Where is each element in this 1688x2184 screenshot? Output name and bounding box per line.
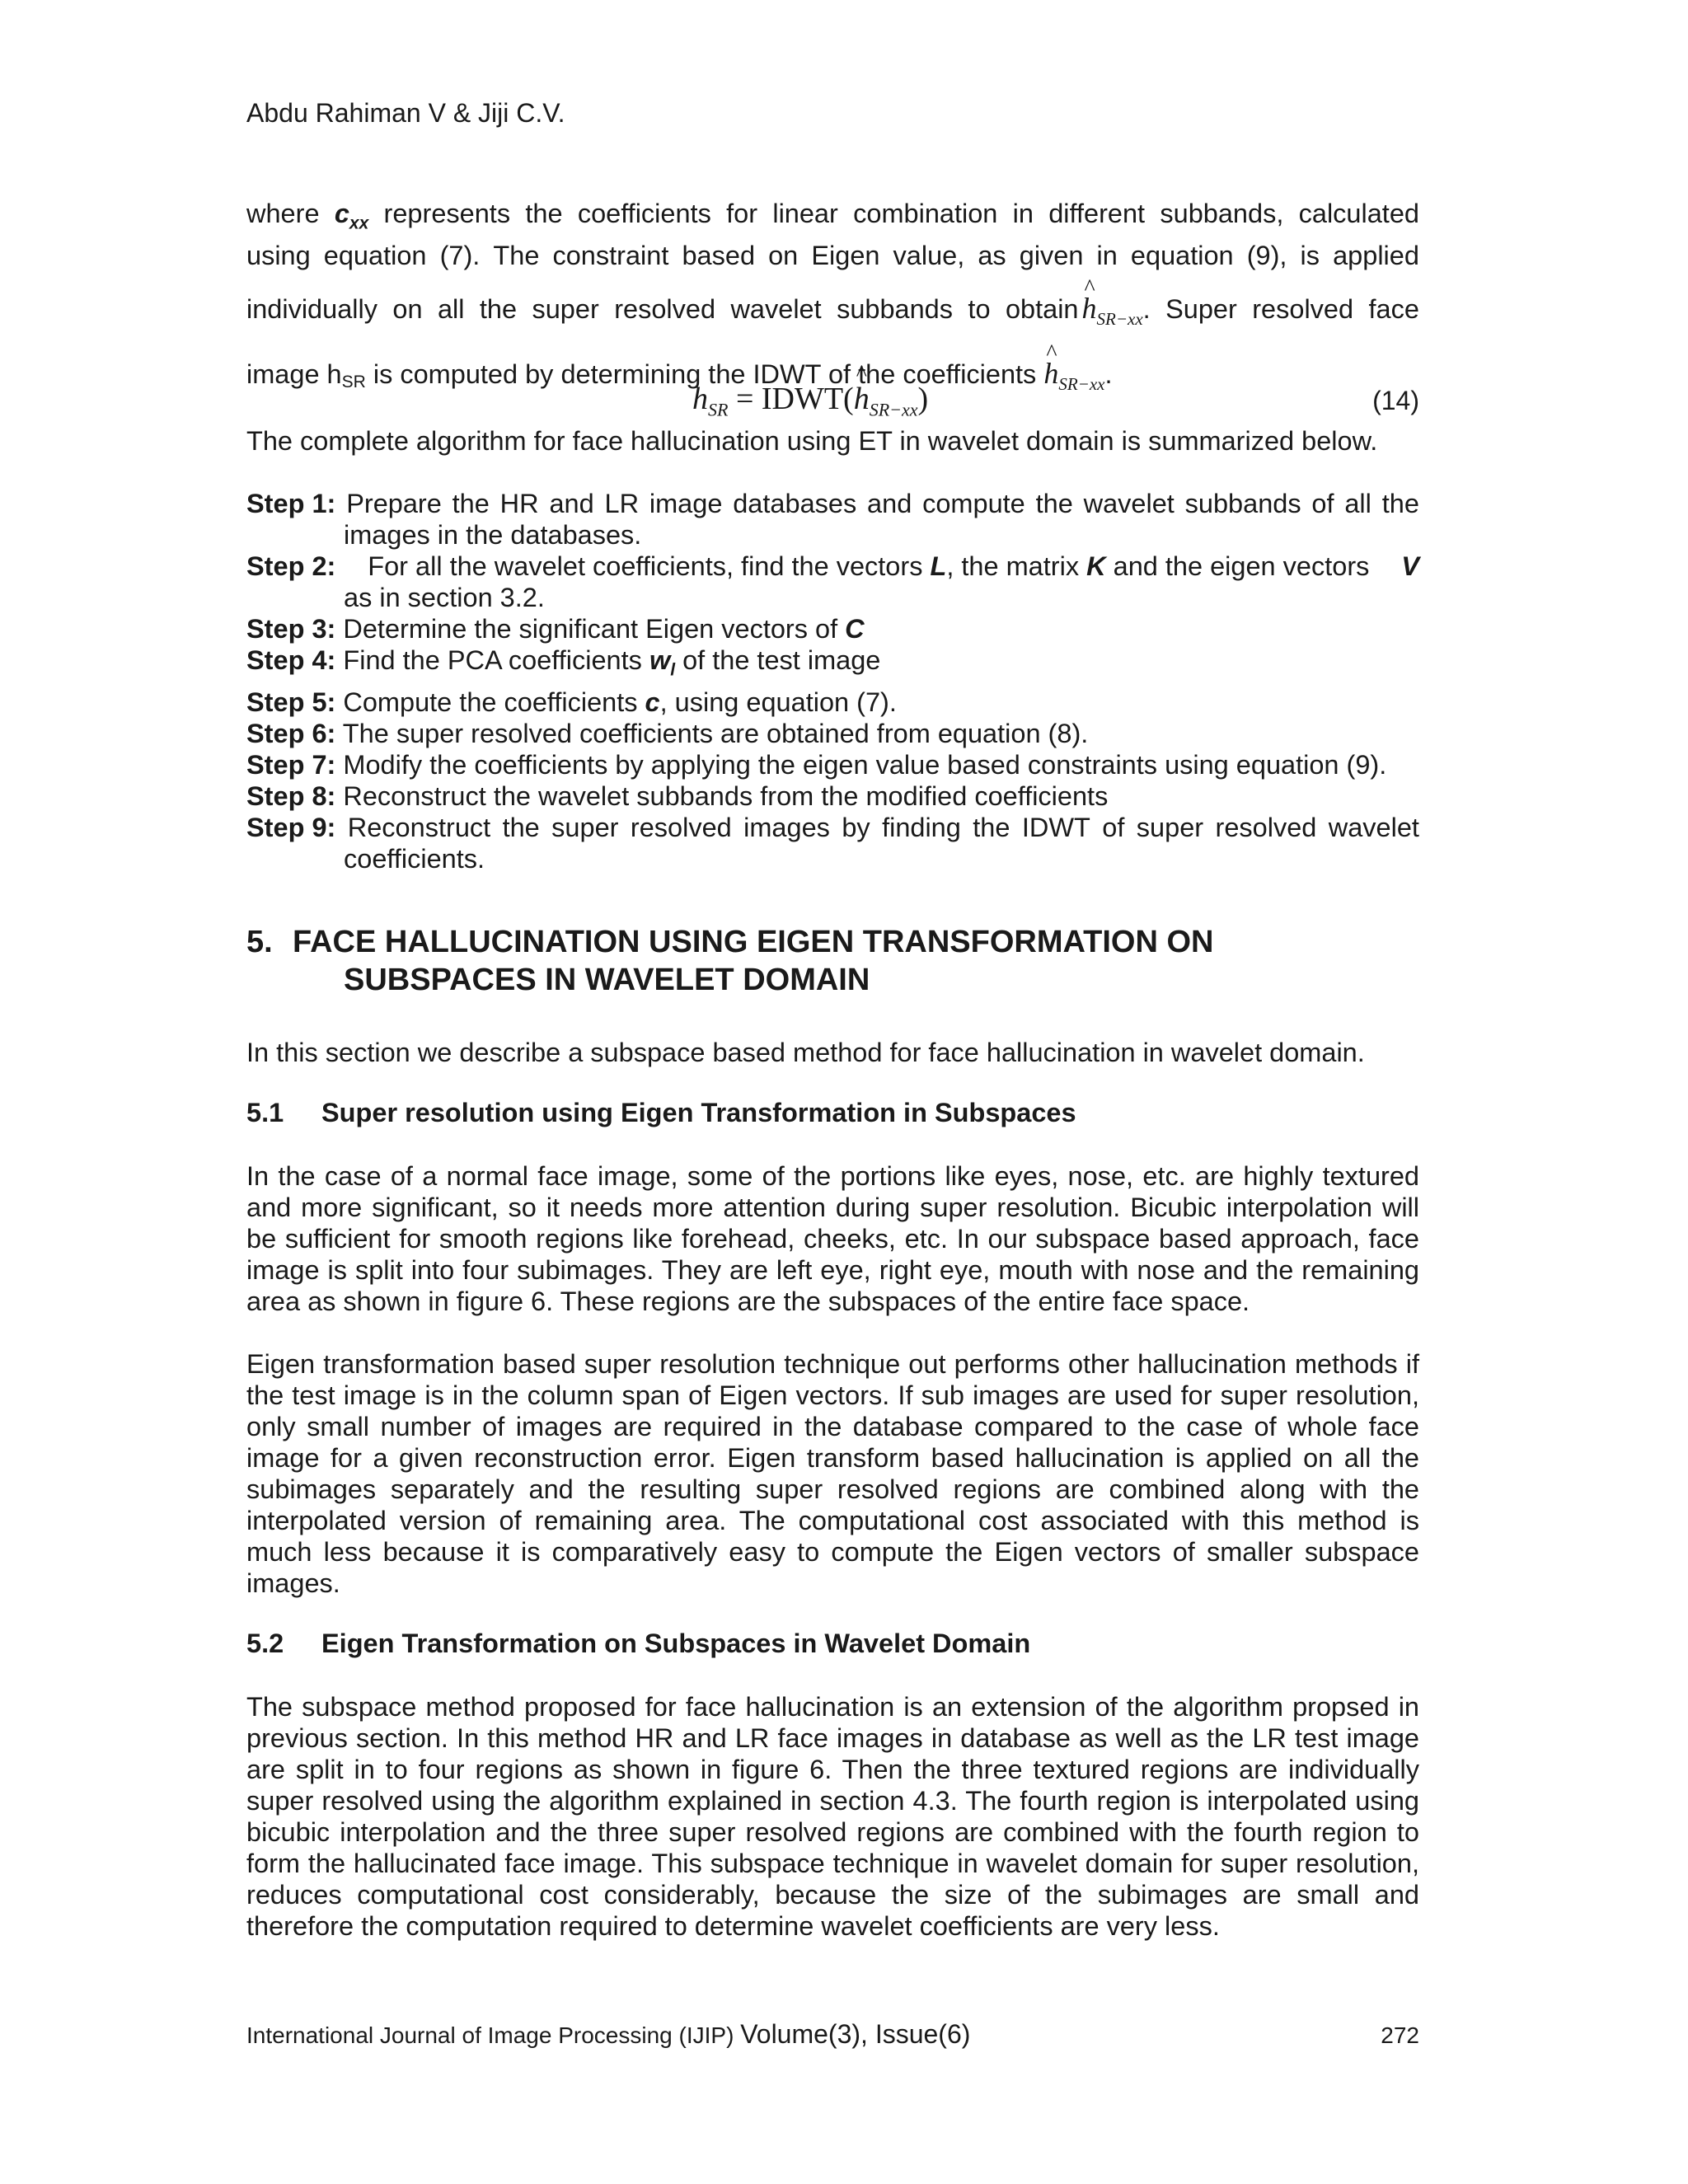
intro-line-2 xyxy=(246,240,1419,271)
step-5: Step 5: Compute the coefficients c, using equation (7). xyxy=(246,687,897,717)
section-5-2-heading: 5.2 Eigen Transformation on Subspaces in Wavelet Domain xyxy=(246,1629,1031,1658)
word: (9), xyxy=(1246,240,1287,270)
word: on xyxy=(768,240,799,270)
word: different xyxy=(1048,199,1146,228)
word: equation xyxy=(323,240,427,270)
section-5-2-paragraph: The subspace method proposed for face hallucination is an extension of the algorithm propsed in previous section. In this method HR and LR face images in database as well as the LR test image are split in to four regions as shown in figure 6. Then the three textured regions are individually super resolved using the algorithm explained in section 4.3. The fourth region is interpolated using bicubic interpolation and the three super resolved regions are combined with the fourth region to form the hallucinated face image. This subspace technique in wavelet domain for super resolution, reduces computational cost considerably, because the size of the subimages are small and therefore the computation required to determine wavelet coefficients are very less. xyxy=(246,1692,1419,1941)
section-5-intro: In this section we describe a subspace based method for face hallucination in wavelet domain. xyxy=(246,1038,1365,1067)
step-3: Step 3: Determine the significant Eigen vectors of C xyxy=(246,614,865,644)
word: The xyxy=(493,240,540,270)
intro-line-1 xyxy=(246,198,1419,240)
word: as xyxy=(978,240,1006,270)
word: for xyxy=(726,199,758,228)
word: constraint xyxy=(552,240,669,270)
step-4: Step 4: Find the PCA coefficients $w_l$ of the test image xyxy=(246,645,881,680)
footer-journal: International Journal of Image Processing (IJIP) Volume(3), Issue(6) xyxy=(246,2019,971,2049)
word: given xyxy=(1019,240,1084,270)
step-7: Step 7: Modify the coefficients by applying the eigen value based constraints using equation (9). xyxy=(246,749,1387,780)
word: is xyxy=(1300,240,1320,270)
word: super xyxy=(532,293,599,324)
word: based xyxy=(682,240,756,270)
section-5-1-paragraph-2: Eigen transformation based super resolution technique out performs other hallucination methods if the test image is in the column span of Eigen vectors. If sub images are used for super resolution, only small number of images are required in the database compared to the case of whole face image for a given reconstruction error. Eigen transform based hallucination is applied on all the subimages separately and the resulting super resolved regions are combined along with the interpolated version of remaining area. The computational cost associated with this method is much less because it is comparatively easy to compute the Eigen vectors of smaller subspace images. xyxy=(246,1349,1419,1598)
word: linear xyxy=(772,199,838,228)
summary-sentence: The complete algorithm for face hallucination using ET in wavelet domain is summarized below. xyxy=(246,426,1378,456)
intro-line-4: image hSR is computed by determining the IDWT of the coefficients ^ $h_{SR-xx}$. xyxy=(246,358,1419,400)
intro-line-3 xyxy=(246,293,1419,335)
word: to xyxy=(968,293,991,324)
word: value, xyxy=(893,240,965,270)
word: applied xyxy=(1333,240,1419,270)
word: calculated xyxy=(1298,199,1419,228)
section-5-1-paragraph-1: In the case of a normal face image, some of the portions like eyes, nose, etc. are highly textured and more significant, so it needs more attention during super resolution. Bicubic interpolation will be sufficient for smooth regions like forehead, cheeks, etc. In our subspace based approach, face image is split into four subimages. They are left eye, right eye, mouth with nose and the remaining area as shown in figure 6. These regions are the subspaces of the entire face space. xyxy=(246,1161,1419,1316)
section-5-heading: 5. FACE HALLUCINATION USING EIGEN TRANSFORMATION ON SUBSPACES IN WAVELET DOMAIN xyxy=(246,925,1214,997)
word: coefficients xyxy=(577,199,711,228)
word: wavelet xyxy=(730,293,822,324)
cxx-symbol: $c_{xx}$ xyxy=(334,199,369,233)
h-hat-symbol: ^ $h_{SR-xx}$ xyxy=(1043,357,1104,390)
word: Eigen xyxy=(811,240,880,270)
step-2: Step 2: For all the wavelet coefficients, find the vectors L, the matrix K and the eigen vectors V as in section 3.2. xyxy=(246,551,1419,612)
word: where xyxy=(246,199,320,228)
word: combination xyxy=(853,199,998,228)
word: represents xyxy=(383,199,511,228)
word: individually xyxy=(246,293,377,324)
step-1: Step 1: Prepare the HR and LR image databases and compute the wavelet subbands of all the images in the databases. xyxy=(246,489,1419,550)
equation-body: $h_{SR}$ = IDWT(^ $h_{SR-xx}$) xyxy=(692,381,928,421)
h-hat-symbol: ^ $h_{SR-xx}$ xyxy=(1082,292,1143,325)
word: all xyxy=(437,293,465,324)
running-header: Abdu Rahiman V & Jiji C.V. xyxy=(246,98,565,128)
word: subbands, xyxy=(1160,199,1284,228)
word: equation xyxy=(1130,240,1234,270)
equation-14 xyxy=(246,381,1419,419)
section-5-1-heading: 5.1 Super resolution using Eigen Transformation in Subspaces xyxy=(246,1098,1076,1127)
word: the xyxy=(525,199,563,228)
word: face xyxy=(1368,293,1419,324)
word: resolved xyxy=(614,293,716,324)
algorithm-steps xyxy=(246,488,1419,874)
page-footer xyxy=(246,2018,1419,2052)
step-6: Step 6: The super resolved coefficients are obtained from equation (8). xyxy=(246,718,1089,748)
word: subbands xyxy=(837,293,954,324)
word: in xyxy=(1096,240,1118,270)
equation-number: (14) xyxy=(1372,386,1419,415)
intro-paragraph xyxy=(246,198,1419,400)
word: using xyxy=(246,240,311,270)
word: on xyxy=(392,293,423,324)
step-8: Step 8: Reconstruct the wavelet subbands from the modified coefficients xyxy=(246,780,1109,811)
word: resolved xyxy=(1252,293,1354,324)
word: the xyxy=(479,293,518,324)
step-9: Step 9: Reconstruct the super resolved images by finding the IDWT of super resolved wavelet coefficients. xyxy=(246,812,1419,874)
word: in xyxy=(1012,199,1034,228)
page-number: 272 xyxy=(1381,2022,1419,2048)
word: (7). xyxy=(439,240,481,270)
word: Super xyxy=(1165,293,1237,324)
obtain-hhat: obtain^ $h_{SR-xx}$. xyxy=(1006,293,1151,335)
